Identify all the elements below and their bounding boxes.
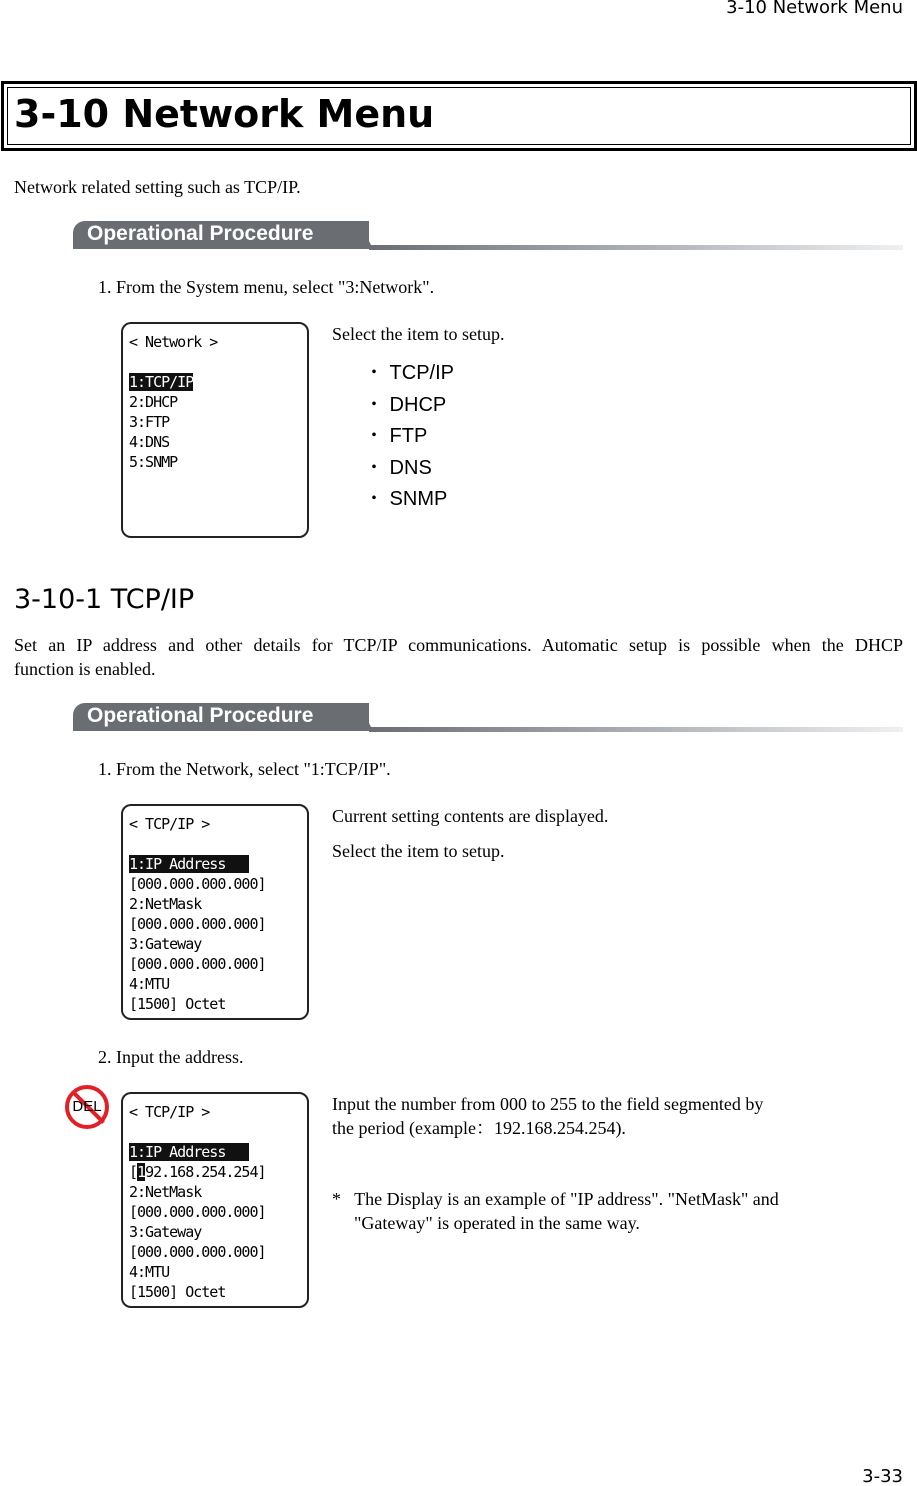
note-2: "Gateway" is operated in the same way. — [354, 1213, 640, 1233]
step-2: 2. Input the address. — [98, 1047, 244, 1067]
lcd-line — [129, 834, 307, 854]
lcd-bracket: [ — [129, 1163, 138, 1181]
lcd-line: < TCP/IP > — [129, 815, 210, 833]
lcd-line: 4:MTU — [129, 1263, 170, 1281]
intro-text: Network related setting such as TCP/IP. — [14, 177, 301, 197]
lcd-line: < TCP/IP > — [129, 1103, 210, 1121]
del-label: DEL — [72, 1098, 102, 1115]
input-instructions-2: the period (example：192.168.254.254). — [332, 1118, 626, 1138]
lcd-line: 3:FTP — [129, 413, 170, 431]
input-cursor[interactable]: 1 — [137, 1163, 146, 1181]
lcd-line — [129, 352, 307, 372]
lcd-line — [129, 1122, 307, 1142]
page-number: 3-33 — [862, 1466, 903, 1486]
lcd-line: [000.000.000.000] — [129, 875, 266, 893]
lcd-line: 3:Gateway — [129, 1223, 202, 1241]
item-list — [364, 358, 454, 516]
running-header: 3-10 Network Menu — [726, 0, 903, 18]
operational-procedure-banner — [73, 221, 903, 251]
step-1: 1. From the System menu, select "3:Network". — [98, 277, 435, 297]
lcd-selected-item: 1:TCP/IP — [129, 373, 194, 391]
select-item-text: Select the item to setup. — [332, 324, 505, 344]
lcd-line: 3:Gateway — [129, 935, 202, 953]
list-item: ・ SNMP — [364, 488, 448, 510]
list-item: ・ DHCP — [364, 393, 447, 416]
lcd-line: < Network > — [129, 333, 218, 351]
list-item: ・ FTP — [364, 425, 428, 447]
lcd-selected-item: 1:IP Address — [129, 855, 250, 873]
tcpip-para-1: Set an IP address and other details for TCP/IP communications. Automatic setup is possible when the DHCP — [14, 635, 903, 655]
lcd-line: 5:SNMP — [129, 453, 178, 471]
lcd-line: [000.000.000.000] — [129, 1243, 266, 1261]
lcd-line: [000.000.000.000] — [129, 915, 266, 933]
lcd-line: [000.000.000.000] — [129, 1203, 266, 1221]
lcd-line: 4:MTU — [129, 975, 170, 993]
lcd-line: 2:NetMask — [129, 1183, 202, 1201]
lcd-network-menu — [121, 322, 309, 538]
page-title: 3-10 Network Menu — [14, 92, 435, 136]
lcd-ip-input — [121, 1092, 309, 1308]
lcd-line: [1500] Octet — [129, 1283, 226, 1301]
step-1: 1. From the Network, select "1:TCP/IP". — [98, 759, 391, 779]
lcd-line: 2:NetMask — [129, 895, 202, 913]
note-1: * The Display is an example of "IP address". "NetMask" and — [332, 1189, 779, 1209]
section-heading: 3-10-1 TCP/IP — [14, 584, 195, 615]
current-settings-text: Current setting contents are displayed. — [332, 806, 609, 826]
list-item: ・ DNS — [364, 456, 432, 479]
ip-address-value: 92.168.254.254] — [145, 1163, 266, 1181]
operational-procedure-banner — [73, 703, 903, 733]
banner-label: Operational Procedure — [87, 704, 314, 727]
lcd-line: 4:DNS — [129, 433, 170, 451]
no-delete-icon — [65, 1085, 109, 1129]
lcd-line: [000.000.000.000] — [129, 955, 266, 973]
lcd-tcpip-menu — [121, 804, 309, 1020]
tcpip-para-2: function is enabled. — [14, 659, 156, 679]
banner-label: Operational Procedure — [87, 222, 314, 245]
select-item-text: Select the item to setup. — [332, 841, 505, 861]
list-item: ・ TCP/IP — [364, 362, 455, 384]
input-instructions-1: Input the number from 000 to 255 to the field segmented by — [332, 1094, 764, 1114]
lcd-selected-item: 1:IP Address — [129, 1143, 250, 1161]
lcd-line: [1500] Octet — [129, 995, 226, 1013]
lcd-line: 2:DHCP — [129, 393, 178, 411]
